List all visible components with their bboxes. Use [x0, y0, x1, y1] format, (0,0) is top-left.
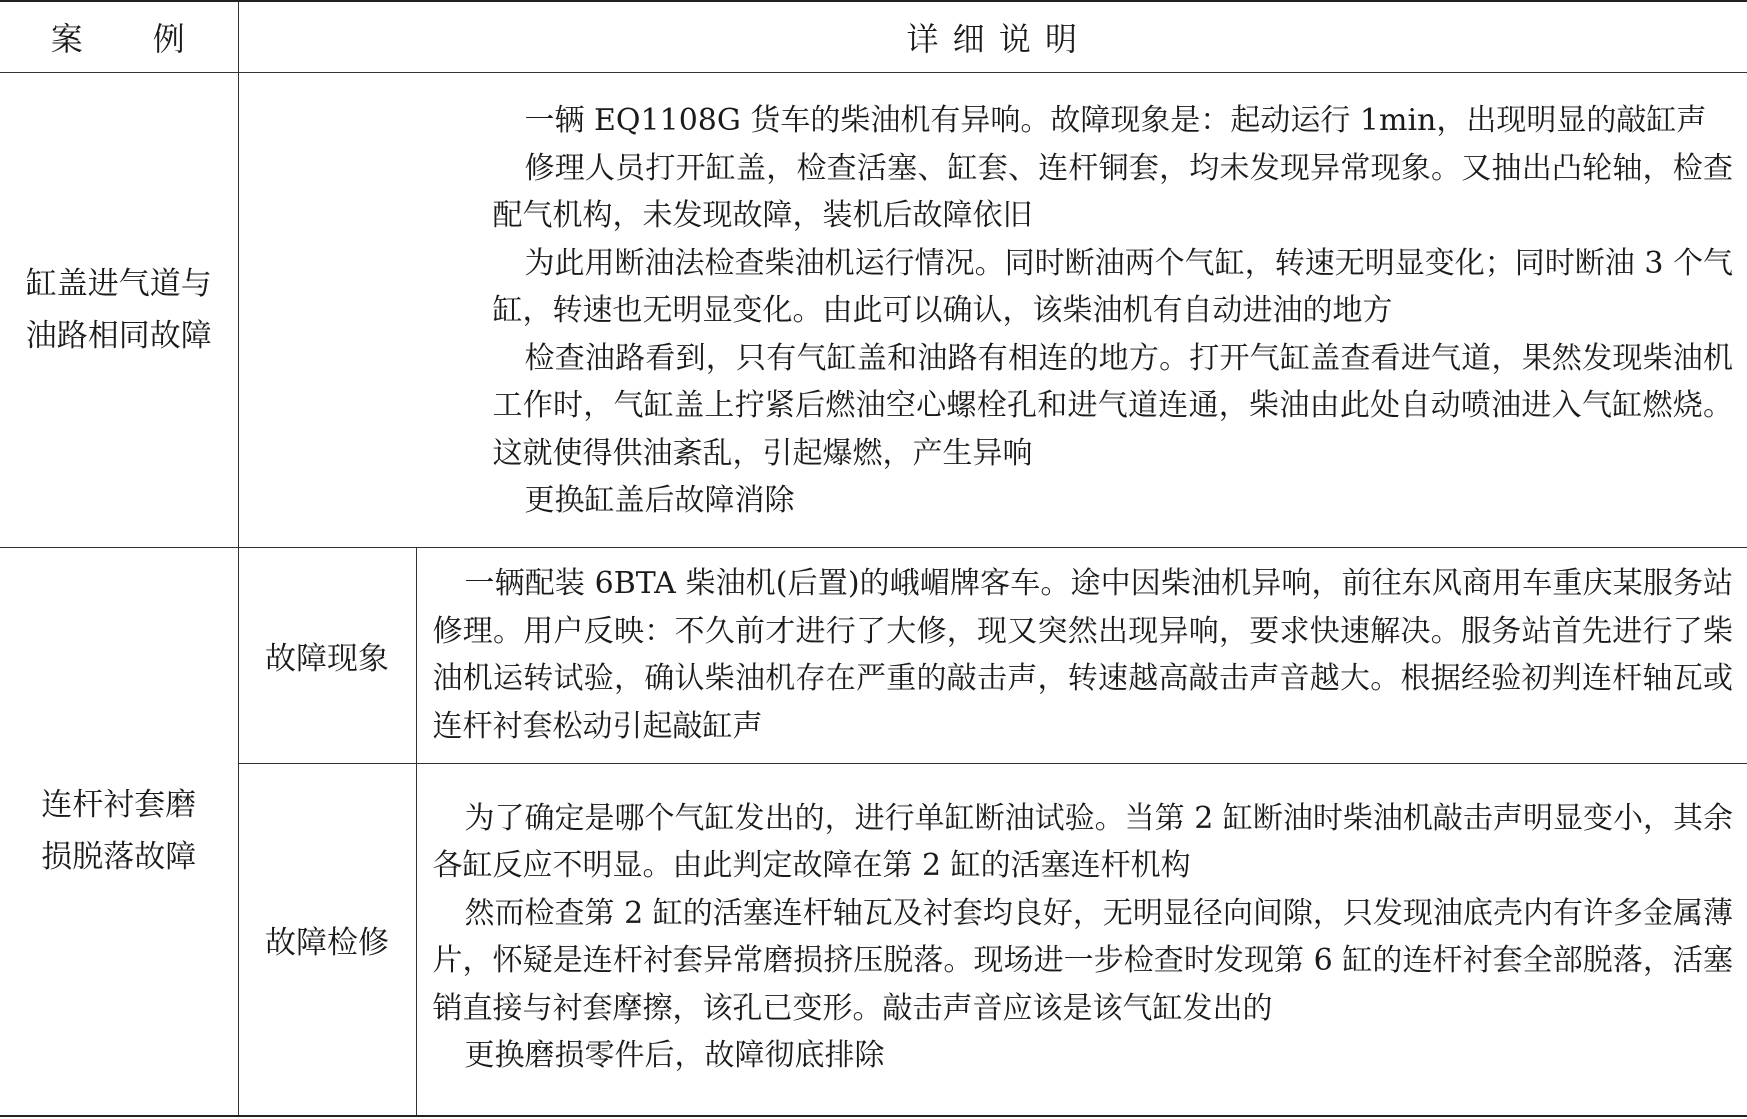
case-name-1-line2: 油路相同故障 — [25, 318, 212, 355]
sub-detail-symptom — [416, 547, 1747, 763]
detail-paragraph: 一辆 EQ1108G 货车的柴油机有异响。故障现象是：起动运行 1min，出现明显的敲缸声 — [524, 103, 1707, 139]
header-detail: 详 细 说 明 — [238, 1, 1747, 73]
detail-paragraph: 为了确定是哪个气缸发出的，进行单缸断油试验。当第 2 缸断油时柴油机敲击声明显变小，其余各缸反应不明显。由此判定故障在第 2 缸的活塞连杆机构 — [432, 800, 1733, 884]
sub-label-repair: 故障检修 — [238, 763, 416, 1116]
case-row-2b — [0, 763, 1747, 1116]
case-row-1 — [0, 73, 1747, 548]
sub-label-symptom: 故障现象 — [238, 547, 416, 763]
case-name-1 — [0, 73, 238, 548]
case-name-2 — [0, 547, 238, 1116]
detail-paragraph: 更换磨损零件后，故障彻底排除 — [464, 1038, 885, 1074]
detail-paragraph: 为此用断油法检查柴油机运行情况。同时断油两个气缸，转速无明显变化；同时断油 3 个气缸，转速也无明显变化。由此可以确认，该柴油机有自动进油的地方 — [492, 245, 1733, 329]
case-detail-1 — [238, 73, 1747, 548]
case-name-2-line2: 损脱落故障 — [41, 839, 197, 876]
case-name-2-line1: 连杆衬套磨 — [41, 787, 197, 824]
case-row-2a — [0, 547, 1747, 763]
detail-paragraph: 一辆配装 6BTA 柴油机(后置)的峨嵋牌客车。途中因柴油机异响，前往东风商用车重庆某服务站修理。用户反映：不久前才进行了大修，现又突然出现异响，要求快速解决。服务站首先进行了柴油机运转试验，确认柴油机存在严重的敲击声，转速越高敲击声音越大。根据经验初判连杆轴瓦或连杆衬套松动引起敲缸声 — [432, 566, 1733, 744]
detail-paragraph: 修理人员打开缸盖，检查活塞、缸套、连杆铜套，均未发现异常现象。又抽出凸轮轴，检查配气机构，未发现故障，装机后故障依旧 — [492, 150, 1733, 234]
detail-paragraph: 检查油路看到，只有气缸盖和油路有相连的地方。打开气缸盖查看进气道，果然发现柴油机工作时，气缸盖上拧紧后燃油空心螺栓孔和进气道连通，柴油由此处自动喷油进入气缸燃烧。这就使得供油紊乱，引起爆燃，产生异响 — [492, 340, 1733, 471]
header-row — [0, 1, 1747, 73]
detail-paragraph: 然而检查第 2 缸的活塞连杆轴瓦及衬套均良好，无明显径向间隙，只发现油底壳内有许多金属薄片，怀疑是连杆衬套异常磨损挤压脱落。现场进一步检查时发现第 6 缸的连杆衬套全部脱落，活塞销直接与衬套摩擦，该孔已变形。敲击声音应该是该气缸发出的 — [432, 895, 1733, 1026]
detail-paragraph: 更换缸盖后故障消除 — [524, 483, 795, 519]
sub-detail-repair — [416, 763, 1747, 1116]
header-case: 案 例 — [0, 1, 238, 73]
case-name-1-line1: 缸盖进气道与 — [25, 266, 212, 303]
